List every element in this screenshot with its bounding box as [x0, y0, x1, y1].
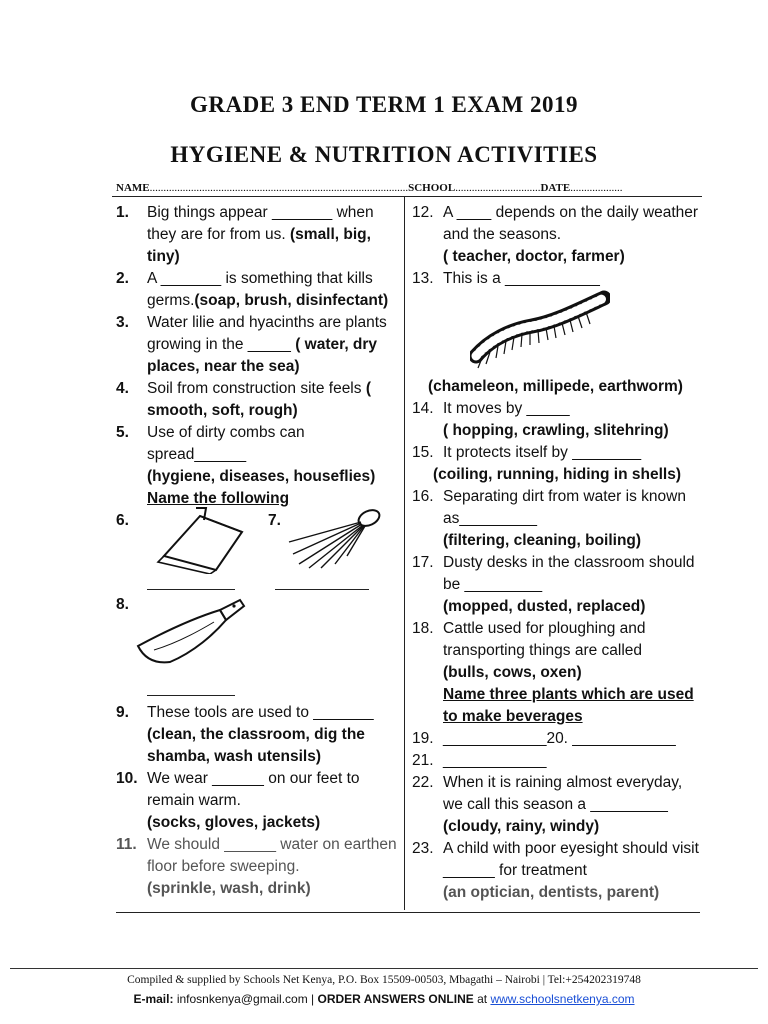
- question-text: A ____ depends on the daily weather and the seasons.: [443, 204, 699, 243]
- answer-options: (sprinkle, wash, drink): [147, 880, 311, 897]
- answer-options: (small, big, tiny): [147, 226, 371, 265]
- question-number: 12.: [412, 204, 434, 221]
- email-label: E-mail:: [133, 992, 174, 1006]
- column-divider: [404, 196, 405, 910]
- broom-image: [285, 506, 385, 570]
- answer-options: (hygiene, diseases, houseflies): [147, 468, 376, 485]
- question-text: Dusty desks in the classroom should be _________: [443, 554, 695, 593]
- question-21: [412, 750, 702, 772]
- question-text: It moves by _____: [443, 400, 570, 417]
- question-1: [116, 202, 402, 268]
- question-5: [116, 422, 402, 488]
- question-text: These tools are used to _______: [147, 704, 374, 721]
- right-column-top: [412, 202, 702, 290]
- question-text: A child with poor eyesight should visit ______ for treatment: [443, 840, 699, 879]
- question-14: [412, 398, 702, 442]
- question-4: [116, 378, 402, 422]
- school-field[interactable]: ...............................: [455, 182, 541, 194]
- question-number: 9.: [116, 704, 129, 721]
- question-number: 13.: [412, 270, 434, 287]
- question-text: Separating dirt from water is known as_________: [443, 488, 686, 527]
- question-number: 23.: [412, 840, 434, 857]
- exam-subtitle: HYGIENE & NUTRITION ACTIVITIES: [170, 142, 598, 167]
- question-19-20: [412, 728, 702, 750]
- student-info-line: [116, 182, 700, 194]
- answer-options: (filtering, cleaning, boiling): [443, 532, 642, 549]
- answer-line-8[interactable]: [147, 694, 235, 696]
- question-text: Soil from construction site feels: [147, 380, 366, 397]
- answer-options: (cloudy, rainy, windy): [443, 818, 600, 835]
- question-number: 14.: [412, 400, 434, 417]
- panga-image: [134, 598, 246, 666]
- answer-options: ( hopping, crawling, slitehring): [443, 422, 669, 439]
- exam-title: GRADE 3 END TERM 1 EXAM 2019: [190, 92, 578, 117]
- question-11: [116, 834, 402, 900]
- answer-options: ( teacher, doctor, farmer): [443, 248, 625, 265]
- question-text: A _______ is something that kills germs.: [147, 270, 373, 309]
- answer-options: (socks, gloves, jackets): [147, 814, 321, 831]
- question-16: [412, 486, 702, 552]
- answer-options: ( smooth, soft, rough): [147, 380, 371, 419]
- school-label: SCHOOL: [408, 182, 456, 194]
- question-text: We should ______ water on earthen floor before sweeping.: [147, 836, 397, 875]
- question-text: Water lilie and hyacinths are plants growing in the _____: [147, 314, 387, 353]
- question-text: This is a ___________: [443, 270, 600, 287]
- question-number: 11.: [116, 836, 137, 853]
- left-column-lower: [116, 702, 402, 900]
- at-text: at: [477, 992, 488, 1006]
- question-18: [412, 618, 702, 684]
- answer-options: (coiling, running, hiding in shells): [433, 466, 681, 483]
- question-8-number: 8.: [116, 596, 129, 613]
- question-number: 2.: [116, 270, 129, 287]
- email-address[interactable]: infosnkenya@gmail.com: [176, 992, 308, 1006]
- question-13-options: [412, 376, 702, 398]
- millipede-image: [470, 290, 610, 374]
- question-number: 3.: [116, 314, 129, 331]
- question-number: 19.: [412, 730, 434, 747]
- question-text: We wear ______ on our feet to remain warm.: [147, 770, 360, 809]
- order-label: ORDER ANSWERS ONLINE: [317, 992, 474, 1006]
- left-column: [116, 202, 402, 510]
- question-number: 5.: [116, 424, 129, 441]
- question-2: [116, 268, 402, 312]
- right-column-mid: [412, 376, 702, 904]
- section-heading: Name the following: [147, 490, 290, 507]
- question-13: [412, 268, 702, 290]
- question-number: 18.: [412, 620, 434, 637]
- date-field[interactable]: ...................: [570, 182, 623, 194]
- answer-options: ( water, dry places, near the sea): [147, 336, 378, 375]
- answer-options: (clean, the classroom, dig the shamba, wash utensils): [147, 726, 365, 765]
- answer-line-6[interactable]: [147, 588, 235, 590]
- answer-options: (mopped, dusted, replaced): [443, 598, 646, 615]
- answer-line-7[interactable]: [275, 588, 369, 590]
- answer-options: (an optician, dentists, parent): [443, 884, 660, 901]
- answer-options: (soap, brush, disinfectant): [194, 292, 389, 309]
- question-17: [412, 552, 702, 618]
- name-label: NAME: [116, 182, 150, 194]
- footer-line1: Compiled & supplied by Schools Net Kenya, P.O. Box 15509-00503, Mbagathi – Nairobi | Tel:+254202319748: [127, 974, 641, 986]
- footer-rule: [10, 968, 758, 969]
- answer-blank[interactable]: ____________: [443, 752, 547, 769]
- question-7-number: 7.: [268, 512, 281, 529]
- question-3: [116, 312, 402, 378]
- website-link[interactable]: www.schoolsnetkenya.com: [490, 992, 635, 1006]
- question-text: Use of dirty combs can spread______: [147, 424, 305, 463]
- question-10: [116, 768, 402, 834]
- question-number: 17.: [412, 554, 434, 571]
- answer-options: (chameleon, millipede, earthworm): [428, 378, 683, 395]
- section-heading: Name three plants which are used to make beverages: [443, 686, 694, 725]
- question-number: 10.: [116, 770, 138, 787]
- question-number: 15.: [412, 444, 434, 461]
- answer-blanks[interactable]: ____________20. ____________: [443, 730, 676, 747]
- question-number: 22.: [412, 774, 434, 791]
- answer-options: (bulls, cows, oxen): [443, 664, 582, 681]
- question-number: 21.: [412, 752, 434, 769]
- beverages-heading: [412, 684, 702, 728]
- question-12: [412, 202, 702, 268]
- header-divider: [112, 196, 702, 197]
- date-label: DATE: [540, 182, 571, 194]
- name-field[interactable]: ..............................................................................................: [149, 182, 409, 194]
- question-23: [412, 838, 702, 904]
- question-6-number: 6.: [116, 512, 129, 529]
- footer-line2: E-mail: infosnkenya@gmail.com | ORDER ANSWERS ONLINE at www.schoolsnetkenya.com: [133, 992, 635, 1006]
- question-15: [412, 442, 702, 486]
- question-number: 1.: [116, 204, 129, 221]
- question-9: [116, 702, 402, 768]
- bottom-divider: [116, 912, 700, 913]
- question-number: 4.: [116, 380, 129, 397]
- question-text: When it is raining almost everyday, we call this season a _________: [443, 774, 683, 813]
- question-text: Cattle used for ploughing and transporting things are called: [443, 620, 646, 659]
- question-number: 16.: [412, 488, 434, 505]
- question-text: It protects itself by ________: [443, 444, 642, 461]
- question-text: Big things appear _______ when they are for from us.: [147, 204, 374, 243]
- dustpan-image: [150, 506, 250, 574]
- question-22: [412, 772, 702, 838]
